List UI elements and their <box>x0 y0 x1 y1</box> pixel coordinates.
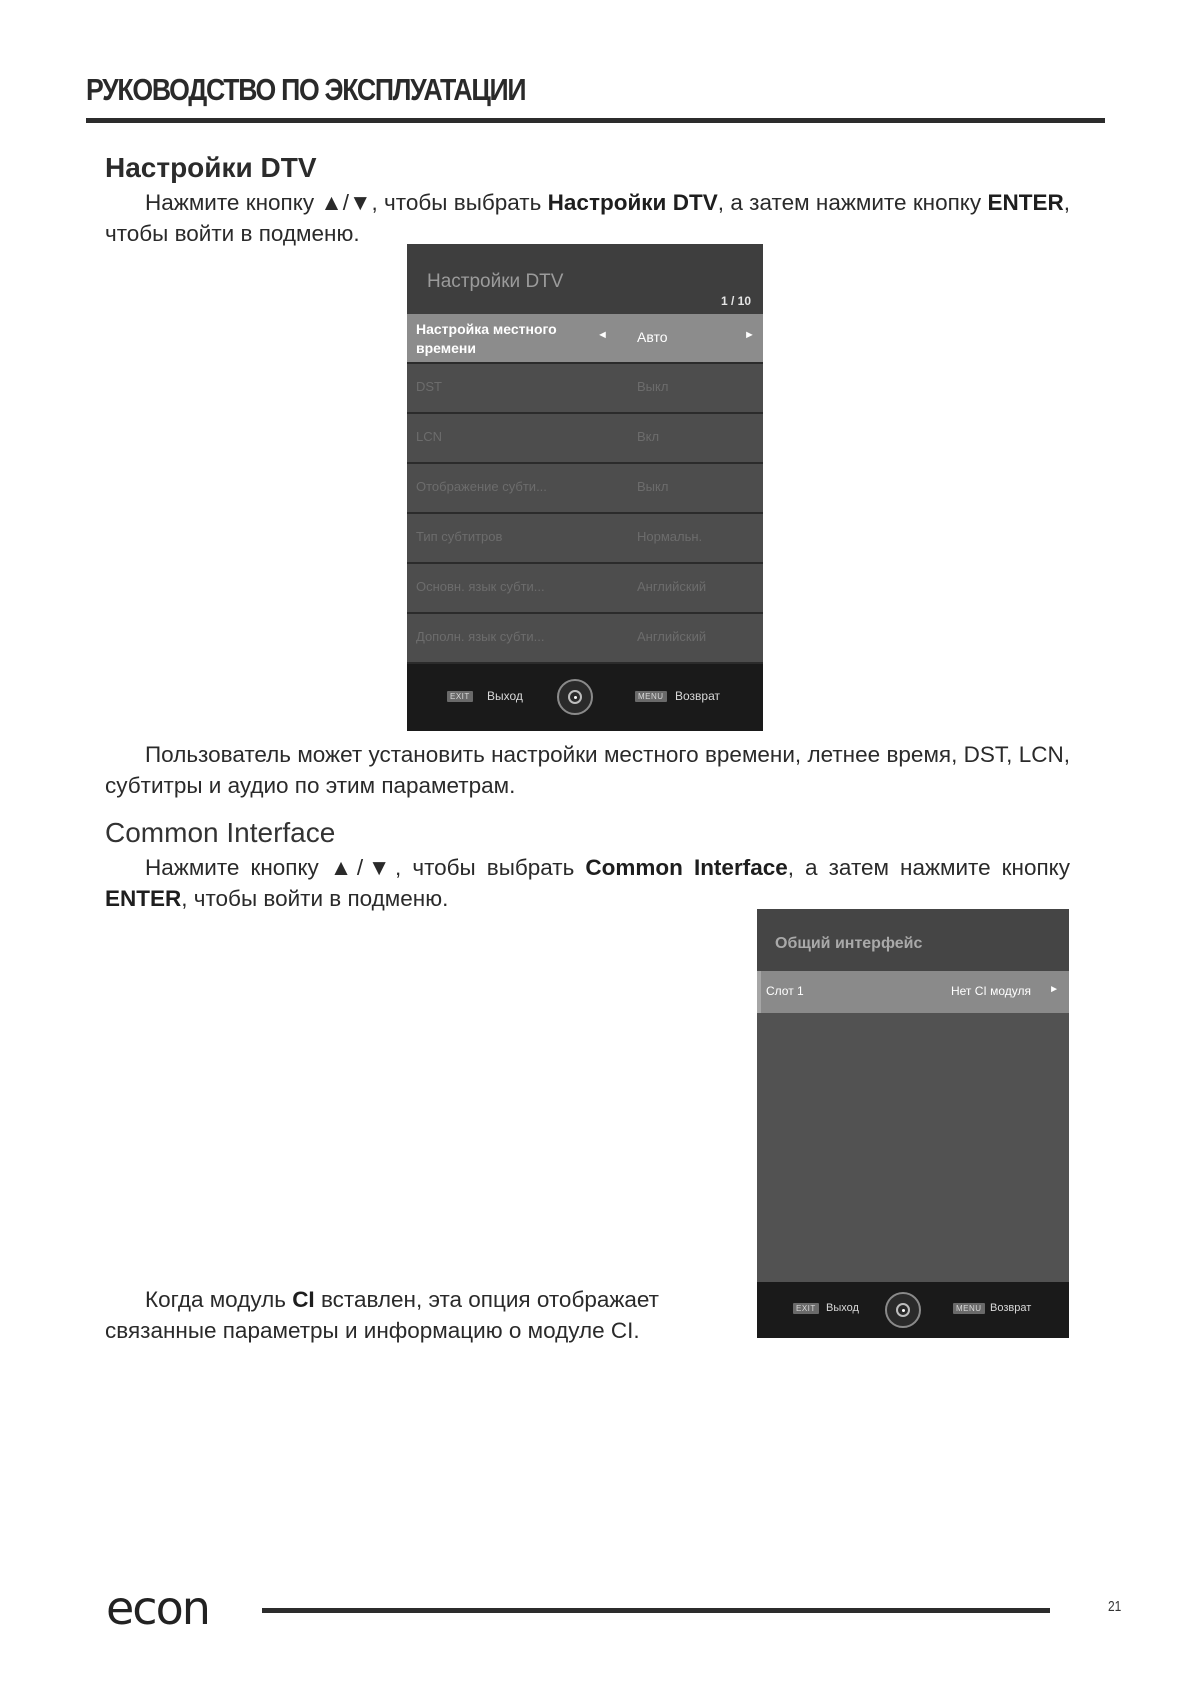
footer-divider <box>262 1608 1050 1613</box>
ci-note-text-2: вставлен, эта опция отображает связанные параметры и информацию о модуле CI. <box>105 1287 659 1343</box>
ci-note-text-1: Когда модуль <box>145 1287 293 1312</box>
menu-row-slot-1[interactable] <box>757 971 1069 1013</box>
menu-row-label: LCN <box>416 429 443 444</box>
section-heading-common-interface: Common Interface <box>105 817 336 848</box>
econ-logo: econ <box>106 1581 209 1635</box>
menu-key-icon: MENU <box>635 691 667 702</box>
menu-page-indicator: 1 / 10 <box>720 294 751 308</box>
menu-title: Общий интерфейс <box>775 935 923 952</box>
exit-key-icon: EXIT <box>793 1303 819 1314</box>
ci-intro-bold-1: Common Interface <box>585 855 788 880</box>
menu-row-subtitle-display[interactable]: Отображение субти... Выкл <box>407 464 763 514</box>
return-label[interactable]: Возврат <box>990 1302 1032 1314</box>
common-interface-menu <box>757 909 1069 1338</box>
navigation-pad-icon <box>557 679 593 715</box>
page-number: 21 <box>1108 1598 1122 1615</box>
menu-row-subtitle-type[interactable]: Тип субтитров Нормальн. <box>407 514 763 564</box>
dtv-intro-bold-2: ENTER <box>987 190 1064 215</box>
exit-label[interactable]: Выход <box>826 1302 859 1314</box>
ci-note-paragraph <box>105 1284 735 1346</box>
menu-row-primary-subtitle-language[interactable]: Основн. язык субти... Английский <box>407 564 763 614</box>
menu-key-icon: MENU <box>953 1303 985 1314</box>
menu-row-dst[interactable]: DST Выкл <box>407 364 763 414</box>
right-arrow-icon[interactable]: ► <box>744 329 755 341</box>
menu-footer <box>757 1282 1069 1338</box>
ci-intro-text-3: , чтобы войти в подменю. <box>181 886 449 911</box>
dtv-settings-menu <box>407 244 763 731</box>
left-arrow-icon[interactable]: ◄ <box>597 329 608 341</box>
menu-footer <box>407 664 763 731</box>
ci-note-bold: CI <box>292 1287 315 1312</box>
document-title: РУКОВОДСТВО ПО ЭКСПЛУАТАЦИИ <box>86 72 526 107</box>
dtv-note-text: Пользователь может установить настройки местного времени, летнее время, DST, LCN, субтитры и аудио по этим параметрам. <box>105 742 1070 798</box>
ci-intro-text-2: , а затем нажмите кнопку <box>787 855 1070 880</box>
menu-row-label: Настройка местного времени <box>416 321 557 356</box>
section-heading-dtv: Настройки DTV <box>105 152 317 183</box>
header-divider <box>86 118 1105 123</box>
dtv-intro-text-1: Нажмите кнопку ▲/▼, чтобы выбрать <box>145 190 548 215</box>
right-arrow-icon[interactable]: ► <box>1049 984 1059 995</box>
menu-row-secondary-subtitle-language[interactable]: Дополн. язык субти... Английский <box>407 614 763 664</box>
menu-row-label: Дополн. язык субти... <box>416 629 545 644</box>
dtv-intro-bold-1: Настройки DTV <box>547 190 718 215</box>
ci-intro-text-1: Нажмите кнопку ▲/▼, чтобы выбрать <box>145 855 586 880</box>
menu-row-label: DST <box>416 379 442 394</box>
exit-label[interactable]: Выход <box>487 689 523 703</box>
menu-row-label: Тип субтитров <box>416 529 503 544</box>
ci-intro-paragraph <box>105 852 1070 914</box>
dtv-intro-text-3: , чтобы войти в подменю. <box>105 190 1071 246</box>
exit-key-icon: EXIT <box>447 691 473 702</box>
dtv-intro-paragraph <box>105 187 1070 249</box>
menu-row-label: Основн. язык субти... <box>416 579 545 594</box>
menu-title: Настройки DTV <box>427 271 564 292</box>
dtv-intro-text-2: , а затем нажмите кнопку <box>717 190 988 215</box>
return-label[interactable]: Возврат <box>675 689 720 703</box>
menu-row-label: Отображение субти... <box>416 479 547 494</box>
ci-intro-bold-2: ENTER <box>105 886 182 911</box>
menu-row-local-time[interactable]: Настройка местного времени ◄ Авто ► <box>407 314 763 364</box>
menu-row-label: Слот 1 <box>766 984 804 998</box>
selection-edge <box>757 971 761 1013</box>
menu-row-lcn[interactable]: LCN Вкл <box>407 414 763 464</box>
menu-rows <box>407 314 763 664</box>
menu-row-value: Нет CI модуля <box>950 984 1031 998</box>
navigation-pad-icon <box>885 1292 921 1328</box>
dtv-note-paragraph <box>105 739 1070 801</box>
